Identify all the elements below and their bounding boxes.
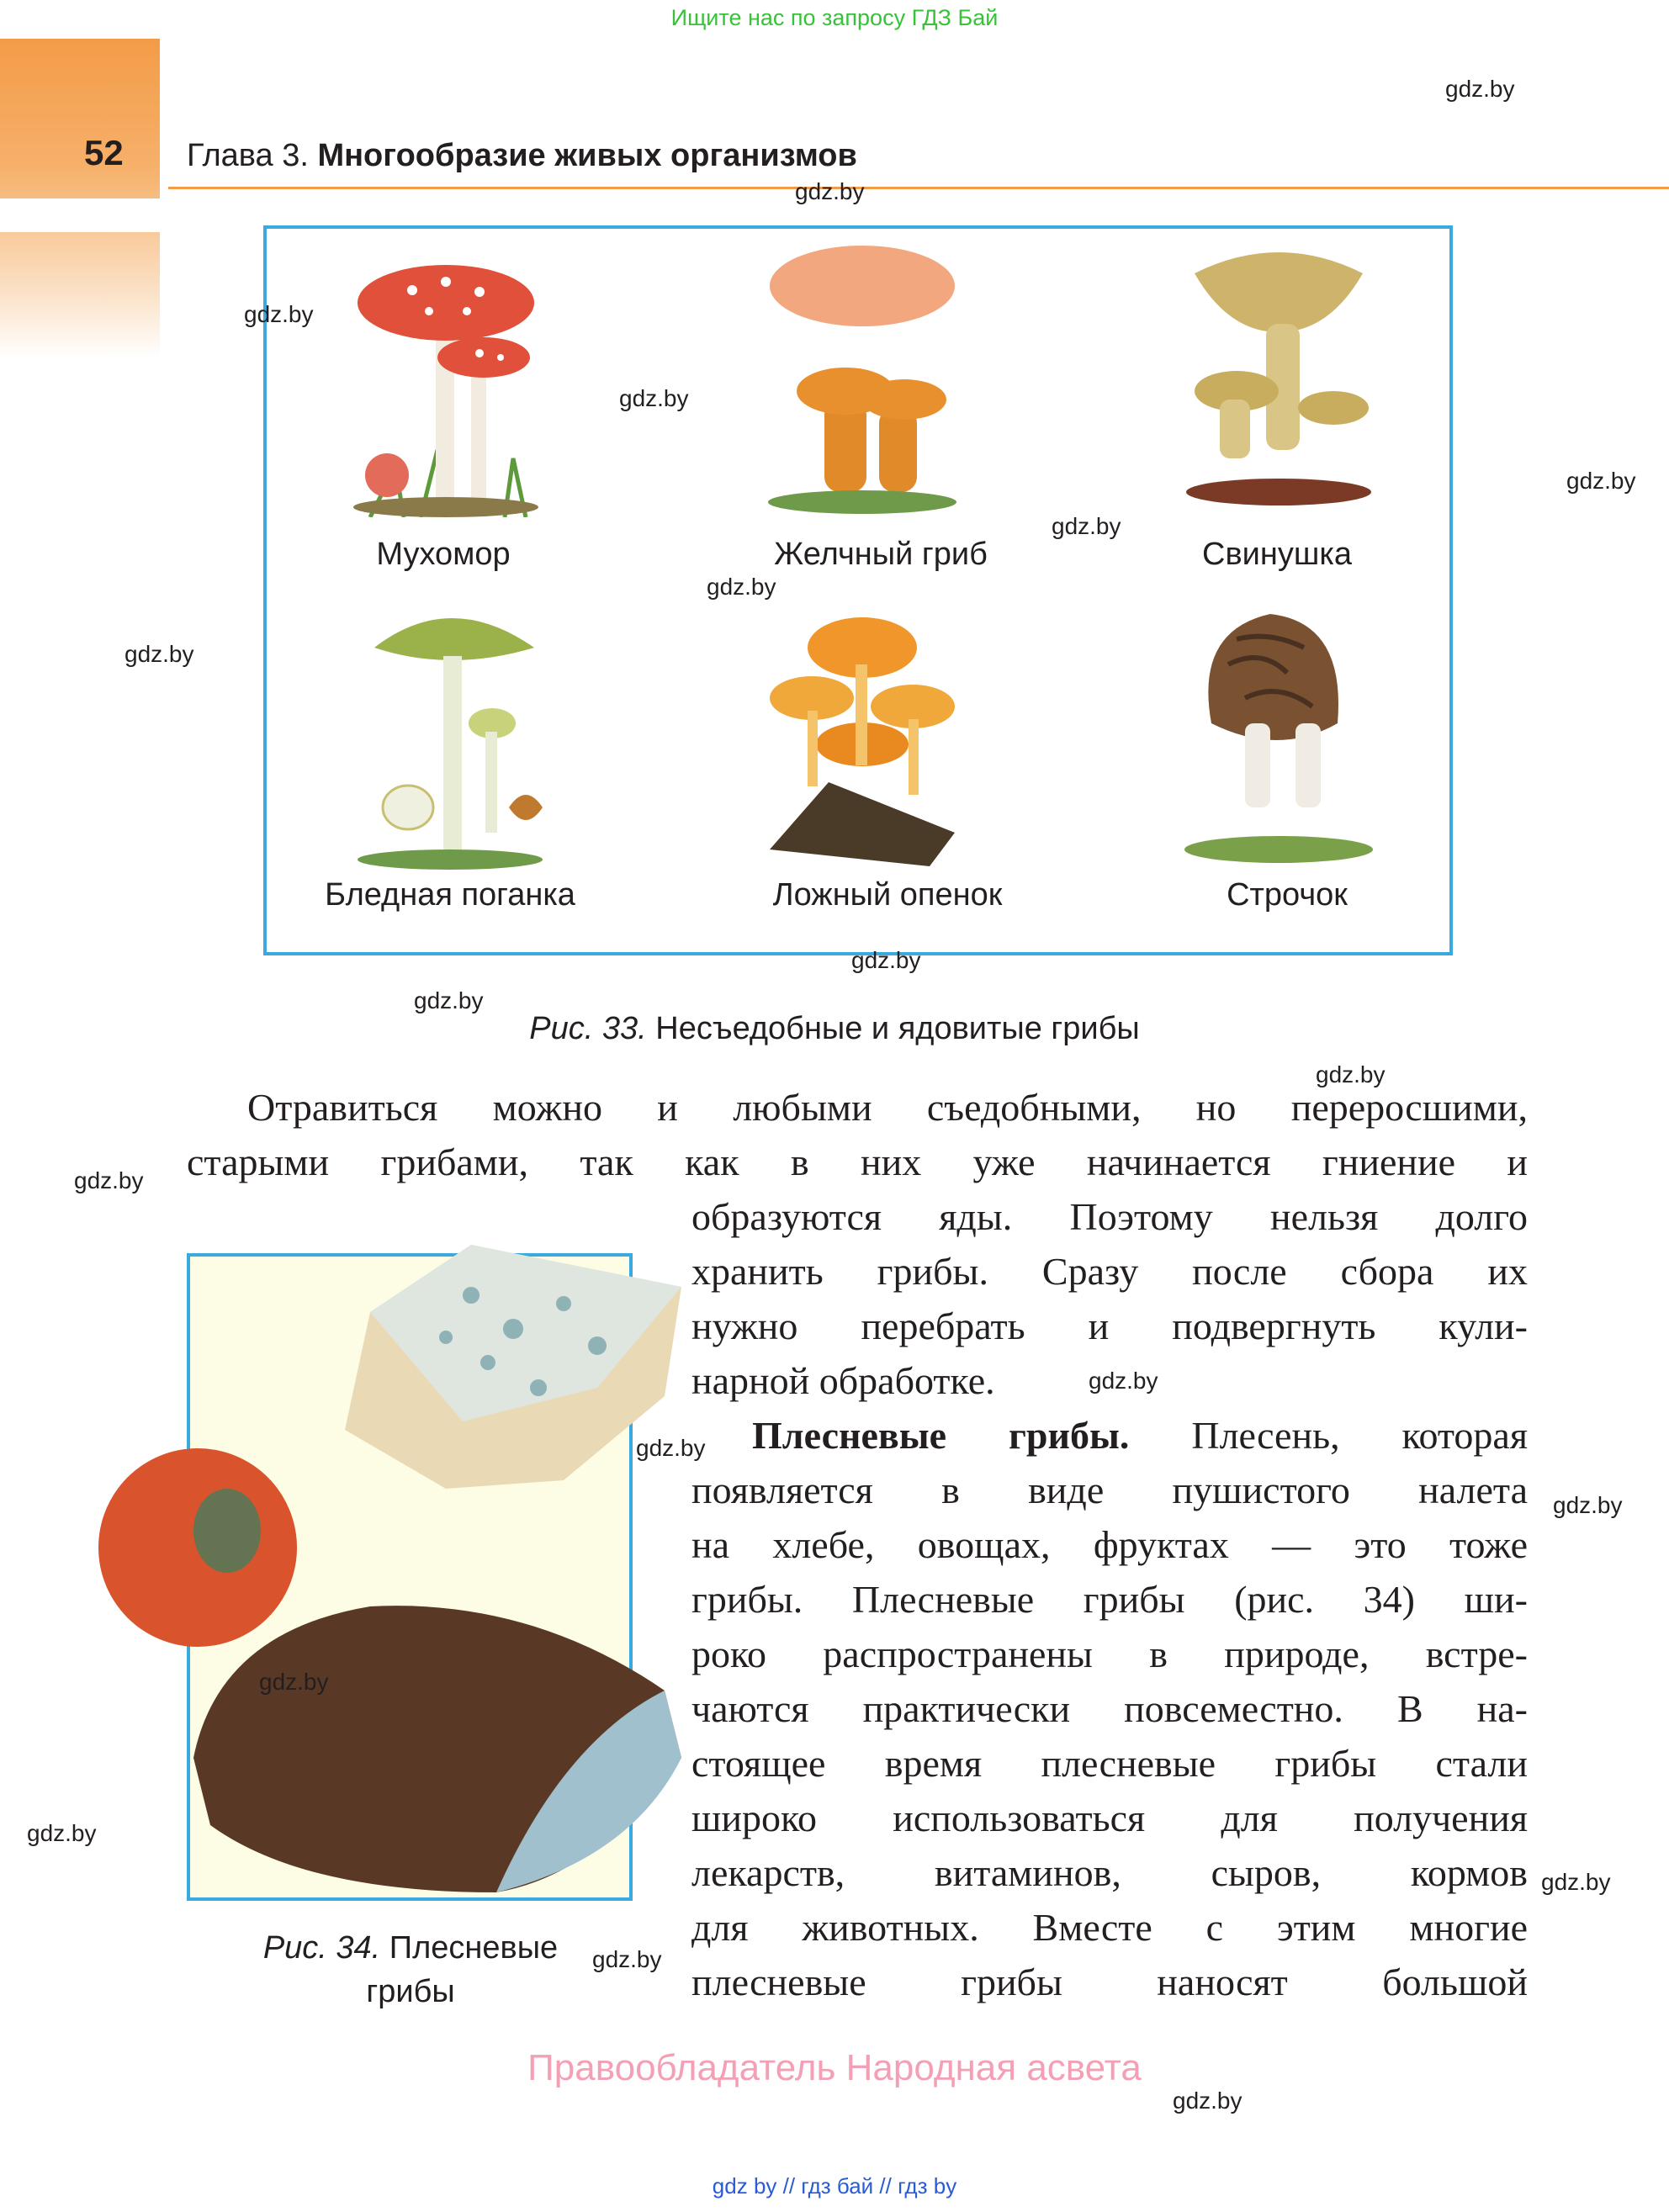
page-number: 52	[84, 133, 124, 172]
text-line: чаются практически повсеместно. В на-	[691, 1687, 1528, 1730]
watermark: gdz.by	[1316, 1061, 1386, 1087]
text-line: нарной обработке.	[691, 1359, 995, 1402]
watermark: gdz.by	[1541, 1869, 1611, 1895]
watermark: gdz.by	[707, 574, 776, 600]
page-corner-tab	[0, 39, 160, 358]
text-line: появляется в виде пушистого налета	[691, 1468, 1528, 1511]
figure-33-label: Рис. 33.	[529, 1011, 647, 1046]
label-pig-fungus: Свинушка	[1202, 537, 1352, 572]
watermark: gdz.by	[1089, 1368, 1158, 1394]
text-line: широко использоваться для получения	[691, 1797, 1528, 1839]
watermark: gdz.by	[636, 1435, 706, 1461]
label-fly-agaric: Мухомор	[376, 537, 511, 572]
watermark: gdz.by	[1052, 513, 1121, 539]
watermark: gdz.by	[851, 947, 921, 973]
header-rule	[168, 187, 1669, 189]
text-line: Плесневые грибы. Плесень, которая	[752, 1414, 1528, 1457]
label-death-cap: Бледная поганка	[325, 877, 575, 913]
false-honey-fungus-image	[761, 597, 963, 875]
false-morel-image	[1178, 597, 1380, 875]
text-line: для животных. Вместе с этим многие	[691, 1906, 1528, 1949]
text-line: лекарств, витаминов, сыров, кормов	[691, 1851, 1528, 1894]
text-line: Отравиться можно и любыми съедобными, но переросшими,	[247, 1086, 1528, 1129]
label-false-honey-fungus: Ложный опенок	[772, 877, 1003, 913]
text-line: грибы. Плесневые грибы (рис. 34) ши-	[691, 1578, 1528, 1621]
watermark: gdz.by	[414, 987, 484, 1013]
watermark: gdz.by	[1566, 468, 1636, 494]
watermark: gdz.by	[27, 1820, 97, 1846]
watermark: gdz.by	[1553, 1492, 1623, 1518]
fly-agaric-image	[345, 240, 547, 517]
watermark: gdz.by	[244, 301, 314, 327]
chapter-prefix: Глава 3.	[187, 138, 318, 173]
figure-34-caption	[225, 1926, 596, 2014]
label-false-morel: Строчок	[1227, 877, 1348, 913]
footer-links[interactable]: gdz by // гдз бай // гдз by	[712, 2173, 957, 2199]
figure-33-caption	[0, 1011, 1669, 1047]
top-banner[interactable]: Ищите нас по запросу ГДЗ Бай	[670, 5, 999, 30]
chapter-title: Многообразие живых организмов	[317, 138, 857, 173]
label-bitter-bolete: Желчный гриб	[774, 537, 988, 572]
text-line: хранить грибы. Сразу после сбора их	[691, 1250, 1528, 1293]
chapter-heading	[187, 138, 857, 174]
text-line: нужно перебрать и подвергнуть кули-	[691, 1304, 1528, 1347]
bitter-bolete-image	[761, 240, 963, 517]
moldy-food-image	[93, 1220, 681, 1909]
text-line: старыми грибами, так как в них уже начинается гниение и	[187, 1140, 1528, 1183]
watermark: gdz.by	[795, 178, 865, 204]
text-line: роко распространены в природе, встре-	[691, 1633, 1528, 1675]
death-cap-image	[349, 597, 551, 875]
pig-fungus-image	[1178, 240, 1380, 517]
watermark: gdz.by	[619, 385, 689, 411]
watermark: gdz.by	[592, 1946, 662, 1972]
text-line: стоящее время плесневые грибы стали	[691, 1742, 1528, 1785]
text-line: образуются яды. Поэтому нельзя долго	[691, 1195, 1528, 1238]
watermark: gdz.by	[74, 1167, 144, 1193]
text-line: на хлебе, овощах, фруктах — это тоже	[691, 1523, 1528, 1566]
text-line: плесневые грибы наносят большой	[691, 1961, 1528, 2003]
paragraph-2	[691, 1408, 1528, 2009]
watermark: gdz.by	[1173, 2088, 1242, 2114]
watermark: gdz.by	[125, 641, 194, 667]
paragraph-1-wide	[187, 1080, 1528, 1189]
figure-34-text: Плесневые	[380, 1930, 559, 1966]
mold-heading: Плесневые грибы.	[752, 1414, 1130, 1457]
figure-34-label: Рис. 34.	[262, 1930, 381, 1966]
watermark: gdz.by	[259, 1669, 329, 1695]
figure-33-text: Несъедобные и ядовитые грибы	[646, 1011, 1140, 1046]
copyright-notice: Правообладатель Народная асвета	[527, 2047, 1142, 2088]
figure-34-text-2: грибы	[366, 1974, 455, 2009]
watermark: gdz.by	[1445, 76, 1515, 102]
